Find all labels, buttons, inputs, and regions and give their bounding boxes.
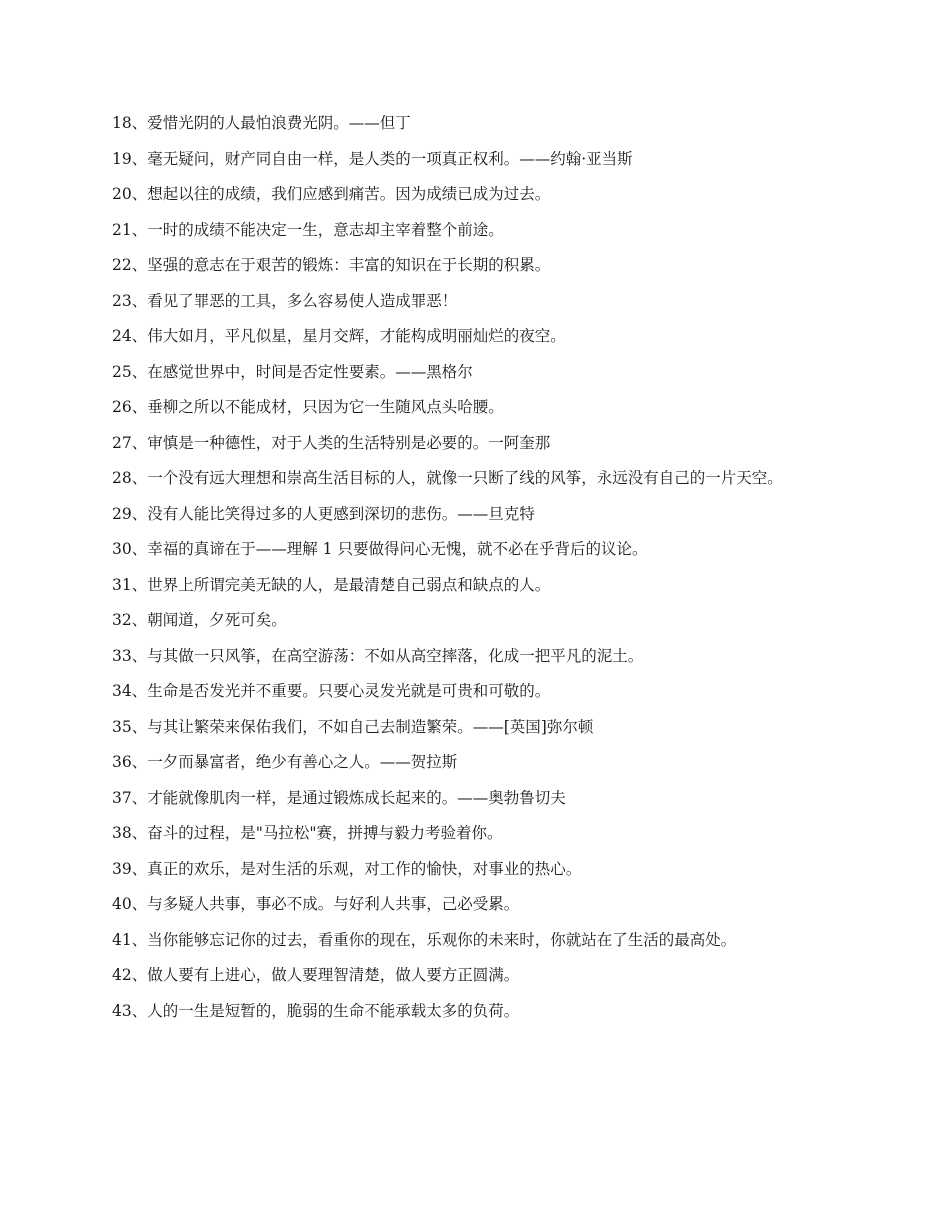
quote-item: 28、一个没有远大理想和崇高生活目标的人，就像一只断了线的风筝，永远没有自己的一片天空。: [112, 469, 783, 487]
quote-item: 26、垂柳之所以不能成材，只因为它一生随风点头哈腰。: [112, 398, 504, 416]
quote-item: 38、奋斗的过程，是"马拉松"赛，拼搏与毅力考验着你。: [112, 824, 503, 842]
quote-item: 37、才能就像肌肉一样，是通过锻炼成长起来的。——奥勃鲁切夫: [112, 788, 566, 807]
quote-item: 40、与多疑人共事，事必不成。与好利人共事，己必受累。: [112, 895, 520, 913]
quote-item: 39、真正的欢乐，是对生活的乐观，对工作的愉快，对事业的热心。: [112, 859, 582, 878]
quote-item: 19、毫无疑问，财产同自由一样，是人类的一项真正权利。——约翰·亚当斯: [112, 149, 633, 168]
quote-item: 24、伟大如月，平凡似星，星月交辉，才能构成明丽灿烂的夜空。: [112, 327, 566, 345]
quote-item: 34、生命是否发光并不重要。只要心灵发光就是可贵和可敬的。: [112, 682, 551, 700]
quote-item: 25、在感觉世界中，时间是否定性要素。——黑格尔: [112, 362, 473, 381]
quote-item: 22、坚强的意志在于艰苦的锻炼：丰富的知识在于长期的积累。: [112, 256, 551, 274]
quote-item: 33、与其做一只风筝，在高空游荡：不如从高空摔落，化成一把平凡的泥土。: [112, 646, 644, 665]
quote-item: 32、朝闻道，夕死可矣。: [112, 611, 287, 629]
quote-item: 23、看见了罪恶的工具，多么容易使人造成罪恶！: [112, 291, 458, 310]
quote-item: 29、没有人能比笑得过多的人更感到深切的悲伤。——旦克特: [112, 504, 535, 523]
quote-item: 20、想起以往的成绩，我们应感到痛苦。因为成绩已成为过去。: [112, 185, 551, 203]
quote-item: 35、与其让繁荣来保佑我们，不如自己去制造繁荣。——[英国]弥尔顿: [112, 717, 594, 736]
quote-item: 18、爱惜光阴的人最怕浪费光阴。——但丁: [112, 114, 411, 132]
quote-item: 36、一夕而暴富者，绝少有善心之人。——贺拉斯: [112, 753, 458, 771]
quote-item: 43、人的一生是短暂的，脆弱的生命不能承载太多的负荷。: [112, 1001, 520, 1020]
quote-item: 31、世界上所谓完美无缺的人，是最清楚自己弱点和缺点的人。: [112, 575, 551, 594]
quote-list: [112, 113, 832, 1036]
quote-item: 41、当你能够忘记你的过去，看重你的现在，乐观你的未来时，你就站在了生活的最高处。: [112, 930, 737, 949]
quote-item: 21、一时的成绩不能决定一生，意志却主宰着整个前途。: [112, 220, 504, 239]
quote-item: 42、做人要有上进心，做人要理智清楚，做人要方正圆满。: [112, 966, 520, 984]
quote-item: 30、幸福的真谛在于——理解 1 只要做得问心无愧，就不必在乎背后的议论。: [112, 540, 648, 558]
quote-item: 27、审慎是一种德性，对于人类的生活特别是必要的。一阿奎那: [112, 433, 551, 452]
